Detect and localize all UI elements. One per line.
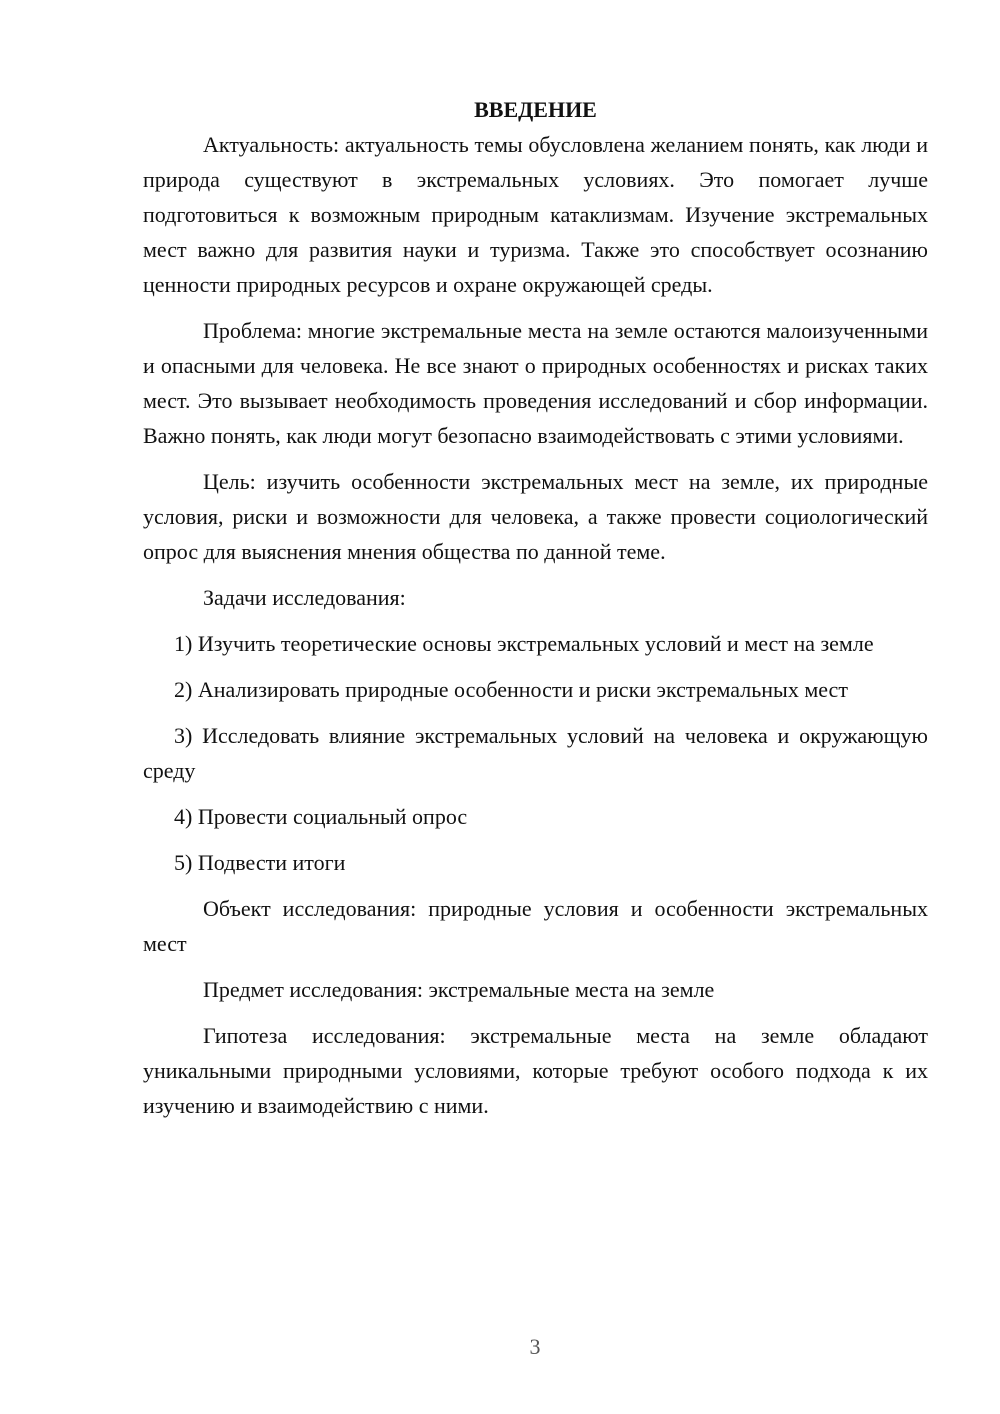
problem-paragraph: Проблема: многие экстремальные места на земле остаются малоизученными и опасными для человека. Не все знают о природных особенностях и рисках таких мест. Это вызывает необходимость проведения исследований и сбор информации. Важно понять, как люди могут безопасно взаимодействовать с этими условиями.	[143, 318, 928, 448]
task-item-3: 3) Исследовать влияние экстремальных условий на человека и окружающую среду	[143, 723, 928, 783]
task-item-4: 4) Провести социальный опрос	[174, 804, 468, 829]
page-content	[143, 92, 928, 1134]
tasks-heading: Задачи исследования:	[203, 585, 406, 610]
task-item-1: 1) Изучить теоретические основы экстремальных условий и мест на земле	[174, 631, 874, 656]
page-number: 3	[529, 1334, 541, 1359]
relevance-paragraph: Актуальность: актуальность темы обусловлена желанием понять, как люди и природа существуют в экстремальных условиях. Это помогает лучше подготовиться к возможным природным катаклизмам. Изучение экстремальных мест важно для развития науки и туризма. Также это способствует осознанию ценности природных ресурсов и охране окружающей среды.	[143, 132, 928, 297]
task-item-5: 5) Подвести итоги	[174, 850, 346, 875]
object-paragraph: Объект исследования: природные условия и особенности экстремальных мест	[143, 896, 928, 956]
task-item-2: 2) Анализировать природные особенности и риски экстремальных мест	[174, 677, 848, 702]
subject-paragraph: Предмет исследования: экстремальные места на земле	[203, 977, 715, 1002]
hypothesis-paragraph: Гипотеза исследования: экстремальные места на земле обладают уникальными природными условиями, которые требуют особого подхода к их изучению и взаимодействию с ними.	[143, 1023, 928, 1118]
section-title: ВВЕДЕНИЕ	[474, 97, 597, 122]
goal-paragraph: Цель: изучить особенности экстремальных мест на земле, их природные условия, риски и возможности для человека, а также провести социологический опрос для выяснения мнения общества по данной теме.	[143, 469, 928, 564]
